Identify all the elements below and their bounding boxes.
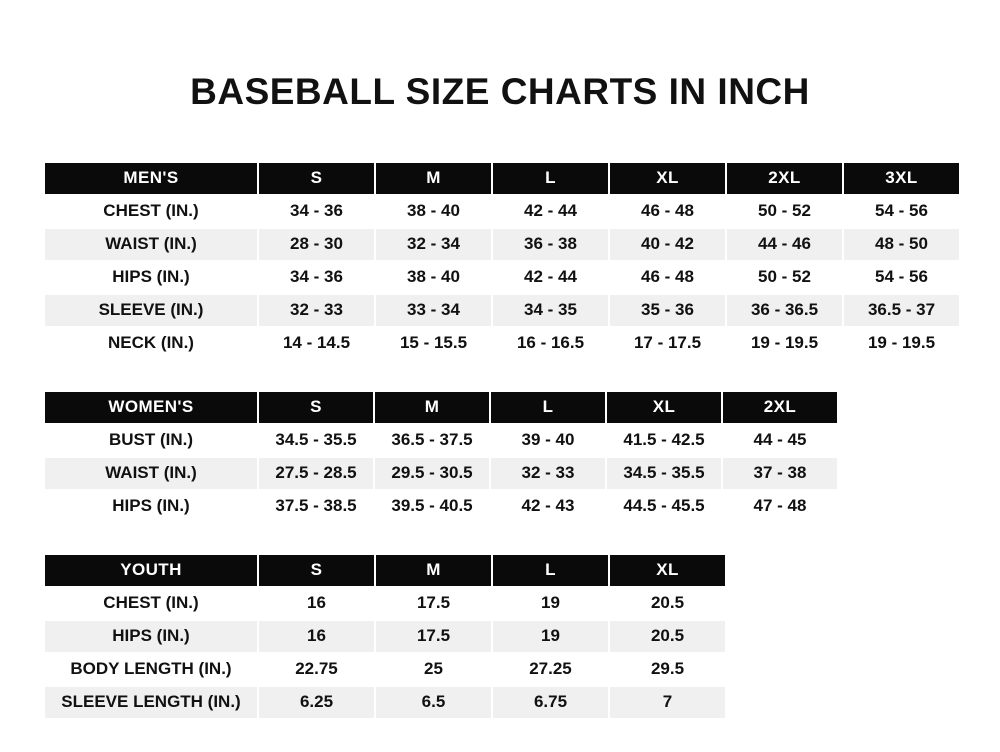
cell: 19 - 19.5: [843, 327, 960, 360]
cell: 36.5 - 37.5: [374, 424, 490, 457]
cell: 15 - 15.5: [375, 327, 492, 360]
cell: 36 - 36.5: [726, 294, 843, 327]
column-header-2xl: 2XL: [726, 162, 843, 195]
column-header-m: M: [375, 554, 492, 587]
womens-size-table: [43, 390, 839, 524]
cell: 35 - 36: [609, 294, 726, 327]
table-row: [44, 327, 960, 360]
table-row: [44, 228, 960, 261]
cell: 27.5 - 28.5: [258, 457, 374, 490]
table-row: [44, 261, 960, 294]
table-row: [44, 686, 726, 719]
cell: 46 - 48: [609, 195, 726, 228]
cell: 54 - 56: [843, 261, 960, 294]
cell: 48 - 50: [843, 228, 960, 261]
cell: 42 - 44: [492, 195, 609, 228]
cell: 50 - 52: [726, 261, 843, 294]
cell: 19: [492, 620, 609, 653]
table-header-row: [44, 554, 726, 587]
page-title: BASEBALL SIZE CHARTS IN INCH: [190, 71, 810, 112]
row-label: BUST (IN.): [44, 424, 258, 457]
cell: 37.5 - 38.5: [258, 490, 374, 523]
cell: 19: [492, 587, 609, 620]
row-label: NECK (IN.): [44, 327, 258, 360]
table-row: [44, 620, 726, 653]
cell: 17.5: [375, 587, 492, 620]
cell: 16 - 16.5: [492, 327, 609, 360]
row-label: BODY LENGTH (IN.): [44, 653, 258, 686]
table-row: [44, 457, 838, 490]
youth-size-table: [43, 553, 727, 720]
column-header-xl: XL: [606, 391, 722, 424]
cell: 36.5 - 37: [843, 294, 960, 327]
row-label: HIPS (IN.): [44, 490, 258, 523]
cell: 27.25: [492, 653, 609, 686]
row-label: CHEST (IN.): [44, 195, 258, 228]
cell: 34 - 36: [258, 195, 375, 228]
cell: 40 - 42: [609, 228, 726, 261]
cell: 44.5 - 45.5: [606, 490, 722, 523]
cell: 6.75: [492, 686, 609, 719]
row-label: CHEST (IN.): [44, 587, 258, 620]
cell: 39.5 - 40.5: [374, 490, 490, 523]
column-header-s: S: [258, 162, 375, 195]
column-header-2xl: 2XL: [722, 391, 838, 424]
table-row: [44, 490, 838, 523]
cell: 16: [258, 587, 375, 620]
cell: 42 - 44: [492, 261, 609, 294]
cell: 46 - 48: [609, 261, 726, 294]
column-header-s: S: [258, 554, 375, 587]
table-header-row: [44, 391, 838, 424]
row-label: SLEEVE (IN.): [44, 294, 258, 327]
row-label: HIPS (IN.): [44, 620, 258, 653]
cell: 41.5 - 42.5: [606, 424, 722, 457]
row-label: WAIST (IN.): [44, 457, 258, 490]
cell: 34 - 36: [258, 261, 375, 294]
cell: 17 - 17.5: [609, 327, 726, 360]
row-label: HIPS (IN.): [44, 261, 258, 294]
table-row: [44, 294, 960, 327]
table-header-row: [44, 162, 960, 195]
cell: 44 - 45: [722, 424, 838, 457]
cell: 38 - 40: [375, 261, 492, 294]
cell: 22.75: [258, 653, 375, 686]
cell: 37 - 38: [722, 457, 838, 490]
cell: 20.5: [609, 587, 726, 620]
row-label: WAIST (IN.): [44, 228, 258, 261]
column-header-category: YOUTH: [44, 554, 258, 587]
cell: 33 - 34: [375, 294, 492, 327]
cell: 42 - 43: [490, 490, 606, 523]
column-header-category: WOMEN'S: [44, 391, 258, 424]
column-header-category: MEN'S: [44, 162, 258, 195]
cell: 7: [609, 686, 726, 719]
cell: 14 - 14.5: [258, 327, 375, 360]
cell: 34.5 - 35.5: [258, 424, 374, 457]
cell: 16: [258, 620, 375, 653]
table-row: [44, 587, 726, 620]
cell: 29.5 - 30.5: [374, 457, 490, 490]
cell: 20.5: [609, 620, 726, 653]
column-header-3xl: 3XL: [843, 162, 960, 195]
size-charts-container: [0, 161, 1000, 720]
column-header-l: L: [492, 162, 609, 195]
cell: 6.5: [375, 686, 492, 719]
cell: 17.5: [375, 620, 492, 653]
cell: 54 - 56: [843, 195, 960, 228]
cell: 36 - 38: [492, 228, 609, 261]
cell: 39 - 40: [490, 424, 606, 457]
cell: 32 - 34: [375, 228, 492, 261]
cell: 50 - 52: [726, 195, 843, 228]
column-header-m: M: [375, 162, 492, 195]
mens-size-table: [43, 161, 961, 361]
cell: 44 - 46: [726, 228, 843, 261]
cell: 34.5 - 35.5: [606, 457, 722, 490]
cell: 25: [375, 653, 492, 686]
column-header-m: M: [374, 391, 490, 424]
cell: 6.25: [258, 686, 375, 719]
column-header-xl: XL: [609, 162, 726, 195]
column-header-l: L: [492, 554, 609, 587]
cell: 38 - 40: [375, 195, 492, 228]
cell: 47 - 48: [722, 490, 838, 523]
table-row: [44, 424, 838, 457]
cell: 34 - 35: [492, 294, 609, 327]
cell: 28 - 30: [258, 228, 375, 261]
cell: 29.5: [609, 653, 726, 686]
column-header-l: L: [490, 391, 606, 424]
row-label: SLEEVE LENGTH (IN.): [44, 686, 258, 719]
table-row: [44, 653, 726, 686]
cell: 32 - 33: [258, 294, 375, 327]
column-header-xl: XL: [609, 554, 726, 587]
table-row: [44, 195, 960, 228]
column-header-s: S: [258, 391, 374, 424]
cell: 32 - 33: [490, 457, 606, 490]
cell: 19 - 19.5: [726, 327, 843, 360]
